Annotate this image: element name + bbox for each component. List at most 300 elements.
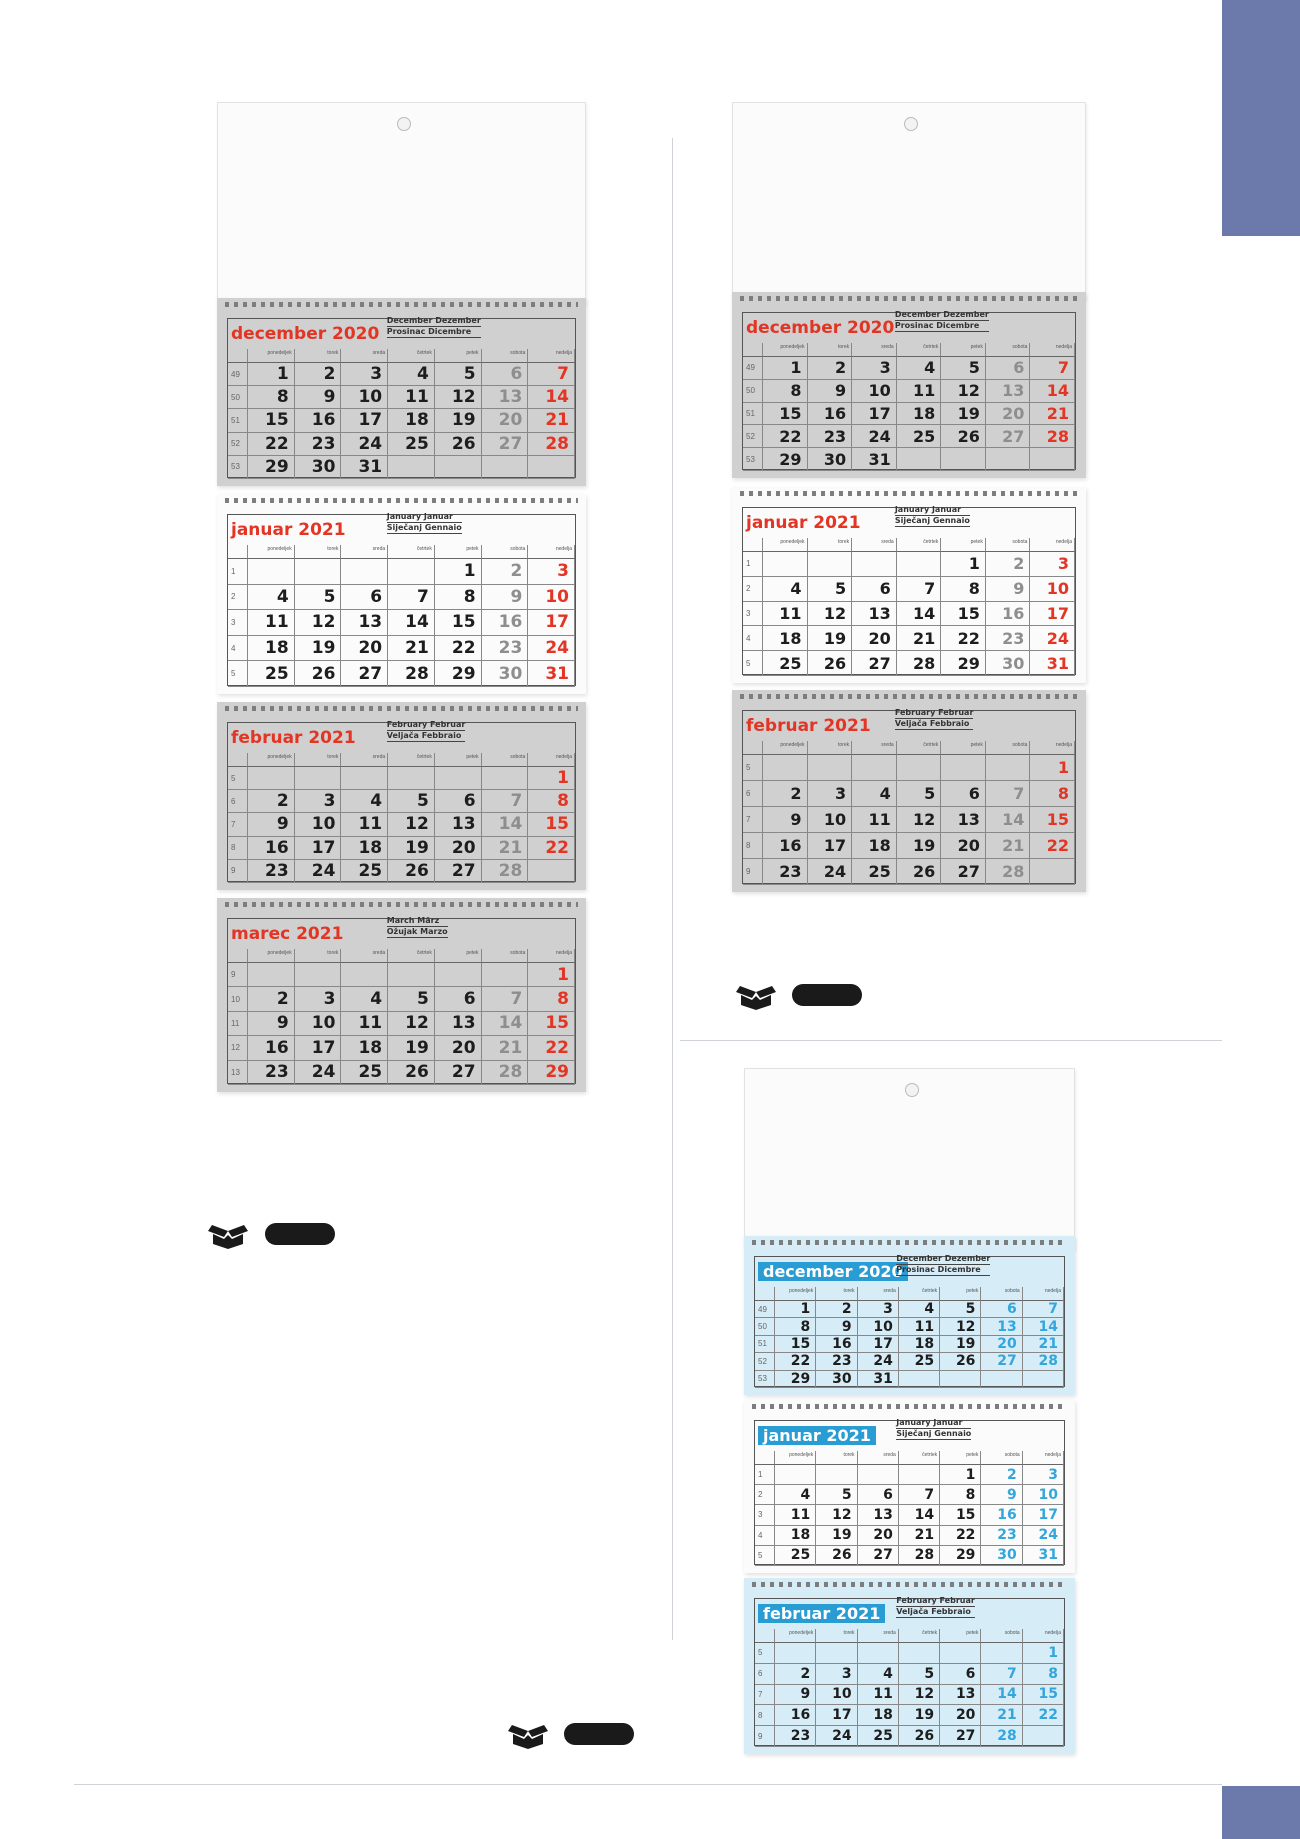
day-cell: 4 bbox=[341, 987, 388, 1011]
day-cell: 1 bbox=[1023, 1643, 1064, 1664]
day-cell: 14 bbox=[388, 610, 435, 636]
spiral-binding bbox=[752, 1582, 1067, 1587]
day-cell: 8 bbox=[940, 1485, 981, 1505]
day-cell: 3 bbox=[816, 1664, 857, 1685]
week-number: 2 bbox=[755, 1485, 775, 1505]
day-cell: 12 bbox=[295, 610, 342, 636]
day-cell: 17 bbox=[816, 1705, 857, 1726]
day-cell: 20 bbox=[941, 833, 986, 859]
week-number: 52 bbox=[755, 1353, 775, 1370]
day-cell: 19 bbox=[899, 1705, 940, 1726]
day-cell: 31 bbox=[858, 1371, 899, 1388]
day-cell: 22 bbox=[940, 1526, 981, 1546]
day-header: sreda bbox=[341, 753, 388, 767]
day-cell: 20 bbox=[858, 1526, 899, 1546]
week-number: 10 bbox=[228, 987, 248, 1011]
day-cell: 4 bbox=[248, 585, 295, 611]
day-cell: 13 bbox=[940, 1685, 981, 1706]
month-block bbox=[217, 702, 586, 890]
day-cell: 11 bbox=[763, 602, 808, 627]
week-number: 8 bbox=[228, 837, 248, 860]
day-cell: 19 bbox=[897, 833, 942, 859]
spiral-binding bbox=[740, 694, 1078, 699]
day-cell: 14 bbox=[897, 602, 942, 627]
day-cell bbox=[341, 963, 388, 987]
week-corner bbox=[228, 545, 248, 559]
day-cell: 7 bbox=[482, 790, 529, 813]
week-number: 5 bbox=[755, 1643, 775, 1664]
week-number: 49 bbox=[743, 357, 763, 380]
day-cell bbox=[295, 559, 342, 585]
day-cell: 5 bbox=[435, 363, 482, 386]
month-block bbox=[732, 487, 1086, 683]
day-cell bbox=[981, 1371, 1022, 1388]
day-cell: 5 bbox=[897, 781, 942, 807]
month-block bbox=[217, 298, 586, 486]
day-cell: 20 bbox=[435, 837, 482, 860]
day-cell bbox=[775, 1643, 816, 1664]
day-cell: 12 bbox=[897, 807, 942, 833]
day-cell: 3 bbox=[295, 790, 342, 813]
day-cell: 8 bbox=[775, 1318, 816, 1335]
day-cell: 20 bbox=[986, 403, 1031, 426]
day-header: sreda bbox=[852, 741, 897, 755]
month-title: januar 2021 bbox=[758, 1426, 876, 1445]
day-header: nedelja bbox=[1030, 538, 1075, 552]
day-cell: 27 bbox=[941, 859, 986, 885]
day-header: ponedeljek bbox=[775, 1451, 816, 1465]
day-cell: 7 bbox=[388, 585, 435, 611]
day-cell: 1 bbox=[940, 1465, 981, 1485]
label-pill bbox=[792, 984, 862, 1006]
day-cell bbox=[1023, 1726, 1064, 1747]
day-header: četrtek bbox=[388, 349, 435, 363]
day-cell: 31 bbox=[341, 456, 388, 479]
translation-line: March März bbox=[387, 916, 448, 927]
calendar-header-card bbox=[217, 102, 586, 304]
day-cell: 2 bbox=[295, 363, 342, 386]
week-number: 2 bbox=[743, 577, 763, 602]
day-cell: 29 bbox=[940, 1546, 981, 1566]
day-cell bbox=[986, 448, 1031, 471]
day-cell: 7 bbox=[1023, 1301, 1064, 1318]
day-header: nedelja bbox=[1030, 343, 1075, 357]
day-header: torek bbox=[816, 1451, 857, 1465]
day-cell: 6 bbox=[981, 1301, 1022, 1318]
month-block bbox=[744, 1400, 1075, 1573]
day-cell: 26 bbox=[899, 1726, 940, 1747]
day-cell: 20 bbox=[435, 1036, 482, 1060]
translation-line: January Januar bbox=[895, 505, 970, 516]
day-cell: 30 bbox=[808, 448, 853, 471]
day-header: ponedeljek bbox=[248, 753, 295, 767]
day-cell: 22 bbox=[941, 626, 986, 651]
day-cell: 31 bbox=[1023, 1546, 1064, 1566]
day-cell: 8 bbox=[941, 577, 986, 602]
day-cell: 29 bbox=[528, 1061, 575, 1085]
section-divider bbox=[680, 1040, 1222, 1041]
day-header: ponedeljek bbox=[248, 545, 295, 559]
day-cell: 16 bbox=[808, 403, 853, 426]
week-number: 9 bbox=[228, 860, 248, 883]
day-cell bbox=[858, 1643, 899, 1664]
week-number: 1 bbox=[228, 559, 248, 585]
day-cell: 4 bbox=[899, 1301, 940, 1318]
day-header: petek bbox=[941, 741, 986, 755]
day-cell: 7 bbox=[528, 363, 575, 386]
day-cell: 24 bbox=[852, 425, 897, 448]
day-cell: 10 bbox=[295, 813, 342, 836]
week-number: 5 bbox=[743, 755, 763, 781]
day-cell: 7 bbox=[981, 1664, 1022, 1685]
day-cell: 10 bbox=[852, 380, 897, 403]
day-cell bbox=[295, 963, 342, 987]
day-cell: 8 bbox=[248, 386, 295, 409]
translation-line: Siječanj Gennaio bbox=[894, 516, 970, 525]
day-cell: 21 bbox=[1023, 1336, 1064, 1353]
week-number: 51 bbox=[743, 403, 763, 426]
day-cell: 12 bbox=[816, 1505, 857, 1525]
day-cell: 17 bbox=[1023, 1505, 1064, 1525]
day-cell: 10 bbox=[808, 807, 853, 833]
day-cell: 17 bbox=[295, 837, 342, 860]
day-header: petek bbox=[941, 538, 986, 552]
day-cell bbox=[852, 755, 897, 781]
day-cell: 1 bbox=[1030, 755, 1075, 781]
day-cell: 23 bbox=[248, 860, 295, 883]
week-number: 9 bbox=[743, 859, 763, 885]
translation-line: Veljača Febbraio bbox=[896, 1607, 975, 1618]
day-header: ponedeljek bbox=[763, 343, 808, 357]
day-cell bbox=[852, 552, 897, 577]
day-cell: 24 bbox=[808, 859, 853, 885]
week-corner bbox=[743, 538, 763, 552]
month-translations bbox=[387, 316, 481, 338]
day-header: ponedeljek bbox=[775, 1629, 816, 1643]
week-corner bbox=[755, 1451, 775, 1465]
day-cell: 28 bbox=[388, 661, 435, 687]
day-cell: 21 bbox=[899, 1526, 940, 1546]
day-cell: 4 bbox=[775, 1485, 816, 1505]
day-cell: 3 bbox=[528, 559, 575, 585]
day-cell: 25 bbox=[897, 425, 942, 448]
day-header: torek bbox=[295, 545, 342, 559]
day-header: sreda bbox=[341, 545, 388, 559]
day-cell: 26 bbox=[435, 433, 482, 456]
day-cell: 21 bbox=[388, 636, 435, 662]
week-number: 12 bbox=[228, 1036, 248, 1060]
day-cell: 23 bbox=[763, 859, 808, 885]
day-cell: 31 bbox=[1030, 651, 1075, 676]
week-number: 7 bbox=[743, 807, 763, 833]
day-cell: 13 bbox=[435, 813, 482, 836]
day-cell: 27 bbox=[986, 425, 1031, 448]
day-cell: 21 bbox=[482, 1036, 529, 1060]
month-translations bbox=[896, 1596, 975, 1618]
day-cell: 5 bbox=[816, 1485, 857, 1505]
day-cell: 12 bbox=[388, 813, 435, 836]
day-cell: 5 bbox=[295, 585, 342, 611]
day-cell: 29 bbox=[435, 661, 482, 687]
day-header: četrtek bbox=[388, 753, 435, 767]
day-cell: 27 bbox=[482, 433, 529, 456]
calendar-product-left bbox=[217, 102, 586, 1122]
month-block bbox=[732, 690, 1086, 892]
month-translations bbox=[895, 505, 970, 527]
day-cell: 30 bbox=[816, 1371, 857, 1388]
week-number: 53 bbox=[755, 1371, 775, 1388]
day-cell: 5 bbox=[808, 577, 853, 602]
day-header: sobota bbox=[986, 538, 1031, 552]
day-header: četrtek bbox=[388, 545, 435, 559]
spiral-binding bbox=[752, 1404, 1067, 1409]
day-cell: 17 bbox=[295, 1036, 342, 1060]
day-cell bbox=[528, 456, 575, 479]
day-cell: 13 bbox=[986, 380, 1031, 403]
spiral-binding bbox=[740, 491, 1078, 496]
day-cell: 16 bbox=[986, 602, 1031, 627]
day-header: ponedeljek bbox=[248, 949, 295, 963]
day-cell: 10 bbox=[816, 1685, 857, 1706]
day-header: sreda bbox=[341, 949, 388, 963]
day-header: četrtek bbox=[899, 1451, 940, 1465]
day-cell bbox=[981, 1643, 1022, 1664]
day-cell: 2 bbox=[248, 987, 295, 1011]
section-tab-bottom bbox=[1222, 1786, 1300, 1839]
week-number: 5 bbox=[743, 651, 763, 676]
day-cell bbox=[897, 552, 942, 577]
week-number: 50 bbox=[755, 1318, 775, 1335]
week-number: 1 bbox=[743, 552, 763, 577]
day-cell: 19 bbox=[435, 409, 482, 432]
day-cell bbox=[435, 456, 482, 479]
week-number: 52 bbox=[743, 425, 763, 448]
month-block bbox=[217, 898, 586, 1092]
day-cell: 13 bbox=[941, 807, 986, 833]
translation-line: Veljača Febbraio bbox=[387, 731, 466, 742]
hanging-hole bbox=[905, 1083, 919, 1097]
translation-line: Siječanj Gennaio bbox=[896, 1429, 972, 1438]
spiral-binding bbox=[225, 706, 578, 711]
day-cell: 16 bbox=[763, 833, 808, 859]
month-grid bbox=[755, 1629, 1064, 1745]
day-cell: 15 bbox=[763, 403, 808, 426]
day-cell: 15 bbox=[1023, 1685, 1064, 1706]
day-cell: 20 bbox=[981, 1336, 1022, 1353]
day-header: sobota bbox=[981, 1629, 1022, 1643]
week-number: 4 bbox=[755, 1526, 775, 1546]
day-cell: 17 bbox=[341, 409, 388, 432]
day-header: nedelja bbox=[1030, 741, 1075, 755]
day-cell: 25 bbox=[388, 433, 435, 456]
day-cell: 6 bbox=[858, 1485, 899, 1505]
day-header: torek bbox=[295, 349, 342, 363]
day-header: sobota bbox=[986, 343, 1031, 357]
day-cell: 8 bbox=[763, 380, 808, 403]
day-cell: 18 bbox=[775, 1526, 816, 1546]
day-cell: 15 bbox=[435, 610, 482, 636]
day-header: petek bbox=[940, 1287, 981, 1301]
day-cell: 25 bbox=[248, 661, 295, 687]
day-cell bbox=[763, 552, 808, 577]
day-cell: 17 bbox=[528, 610, 575, 636]
week-number: 5 bbox=[228, 767, 248, 790]
day-cell: 2 bbox=[775, 1664, 816, 1685]
day-cell: 31 bbox=[528, 661, 575, 687]
translation-line: February Februar bbox=[896, 1596, 975, 1605]
day-cell: 20 bbox=[852, 626, 897, 651]
hanging-hole bbox=[397, 117, 411, 131]
day-cell: 7 bbox=[986, 781, 1031, 807]
day-cell: 23 bbox=[775, 1726, 816, 1747]
spiral-binding bbox=[752, 1240, 1067, 1245]
day-cell: 28 bbox=[482, 860, 529, 883]
day-cell: 2 bbox=[763, 781, 808, 807]
month-title: januar 2021 bbox=[746, 513, 861, 533]
week-number: 2 bbox=[228, 585, 248, 611]
day-cell: 7 bbox=[482, 987, 529, 1011]
day-cell: 18 bbox=[341, 1036, 388, 1060]
week-number: 3 bbox=[228, 610, 248, 636]
day-header: sreda bbox=[858, 1629, 899, 1643]
day-cell bbox=[435, 963, 482, 987]
month-grid bbox=[743, 538, 1075, 674]
day-cell: 4 bbox=[341, 790, 388, 813]
day-cell bbox=[899, 1371, 940, 1388]
week-number: 6 bbox=[743, 781, 763, 807]
day-cell: 12 bbox=[388, 1012, 435, 1036]
week-corner bbox=[755, 1629, 775, 1643]
label-pill bbox=[564, 1723, 634, 1745]
month-block bbox=[732, 292, 1086, 478]
month-title: januar 2021 bbox=[231, 520, 346, 540]
day-cell: 29 bbox=[763, 448, 808, 471]
day-cell: 9 bbox=[295, 386, 342, 409]
month-translations bbox=[387, 512, 462, 534]
day-cell: 22 bbox=[1030, 833, 1075, 859]
spiral-binding bbox=[225, 498, 578, 503]
day-cell: 13 bbox=[482, 386, 529, 409]
day-cell bbox=[341, 767, 388, 790]
day-cell: 13 bbox=[981, 1318, 1022, 1335]
translation-line: Siječanj Gennaio bbox=[386, 523, 462, 532]
day-cell: 10 bbox=[528, 585, 575, 611]
week-number: 52 bbox=[228, 433, 248, 456]
day-cell: 19 bbox=[388, 1036, 435, 1060]
week-corner bbox=[228, 949, 248, 963]
day-cell bbox=[482, 963, 529, 987]
day-header: četrtek bbox=[388, 949, 435, 963]
day-cell bbox=[482, 767, 529, 790]
open-box-icon bbox=[508, 1722, 548, 1750]
day-cell: 5 bbox=[388, 790, 435, 813]
day-cell: 9 bbox=[763, 807, 808, 833]
month-title: februar 2021 bbox=[758, 1604, 885, 1623]
day-cell: 4 bbox=[852, 781, 897, 807]
day-cell: 20 bbox=[341, 636, 388, 662]
day-cell: 11 bbox=[858, 1685, 899, 1706]
day-cell: 3 bbox=[808, 781, 853, 807]
month-title: marec 2021 bbox=[231, 924, 344, 944]
month-translations bbox=[896, 1418, 971, 1440]
day-cell: 25 bbox=[763, 651, 808, 676]
week-number: 53 bbox=[228, 456, 248, 479]
day-header: petek bbox=[435, 349, 482, 363]
month-title: december 2020 bbox=[746, 318, 895, 338]
day-cell bbox=[940, 1371, 981, 1388]
day-cell: 11 bbox=[388, 386, 435, 409]
day-cell: 24 bbox=[1023, 1526, 1064, 1546]
label-pill bbox=[265, 1223, 335, 1245]
day-cell: 9 bbox=[775, 1685, 816, 1706]
day-cell: 28 bbox=[1023, 1353, 1064, 1370]
day-cell bbox=[858, 1465, 899, 1485]
day-cell bbox=[899, 1643, 940, 1664]
day-cell: 27 bbox=[940, 1726, 981, 1747]
day-cell: 23 bbox=[295, 433, 342, 456]
day-cell: 12 bbox=[899, 1685, 940, 1706]
day-header: ponedeljek bbox=[763, 538, 808, 552]
day-header: petek bbox=[435, 949, 482, 963]
month-grid bbox=[755, 1451, 1064, 1564]
month-title: december 2020 bbox=[231, 324, 380, 344]
day-cell: 8 bbox=[528, 987, 575, 1011]
day-cell: 10 bbox=[1023, 1485, 1064, 1505]
translation-line: Prosinac Dicembre bbox=[387, 327, 481, 338]
day-cell: 13 bbox=[341, 610, 388, 636]
week-number: 5 bbox=[755, 1546, 775, 1566]
day-cell: 22 bbox=[528, 837, 575, 860]
day-cell: 1 bbox=[528, 767, 575, 790]
day-cell bbox=[248, 767, 295, 790]
day-header: petek bbox=[435, 753, 482, 767]
day-cell: 17 bbox=[1030, 602, 1075, 627]
day-cell: 21 bbox=[482, 837, 529, 860]
day-cell: 9 bbox=[482, 585, 529, 611]
day-header: petek bbox=[941, 343, 986, 357]
week-number: 6 bbox=[755, 1664, 775, 1685]
day-cell: 28 bbox=[1030, 425, 1075, 448]
month-block bbox=[744, 1578, 1075, 1754]
day-cell: 17 bbox=[852, 403, 897, 426]
day-cell: 10 bbox=[1030, 577, 1075, 602]
day-cell: 11 bbox=[775, 1505, 816, 1525]
day-cell: 18 bbox=[852, 833, 897, 859]
week-number: 13 bbox=[228, 1061, 248, 1085]
day-header: nedelja bbox=[528, 753, 575, 767]
day-cell: 6 bbox=[435, 790, 482, 813]
day-header: torek bbox=[295, 949, 342, 963]
day-cell: 6 bbox=[435, 987, 482, 1011]
week-number: 5 bbox=[228, 661, 248, 687]
day-cell: 25 bbox=[858, 1726, 899, 1747]
day-cell: 23 bbox=[816, 1353, 857, 1370]
day-cell: 15 bbox=[248, 409, 295, 432]
day-header: sobota bbox=[482, 753, 529, 767]
calendar-header-card bbox=[744, 1068, 1075, 1250]
day-cell: 22 bbox=[775, 1353, 816, 1370]
translation-line: Prosinac Dicembre bbox=[896, 1265, 990, 1276]
day-header: sobota bbox=[482, 949, 529, 963]
day-cell: 18 bbox=[858, 1705, 899, 1726]
month-translations bbox=[387, 916, 448, 938]
day-cell bbox=[1030, 859, 1075, 885]
day-cell: 18 bbox=[248, 636, 295, 662]
day-cell: 11 bbox=[341, 1012, 388, 1036]
day-cell: 27 bbox=[435, 860, 482, 883]
day-cell bbox=[1030, 448, 1075, 471]
day-cell bbox=[388, 559, 435, 585]
